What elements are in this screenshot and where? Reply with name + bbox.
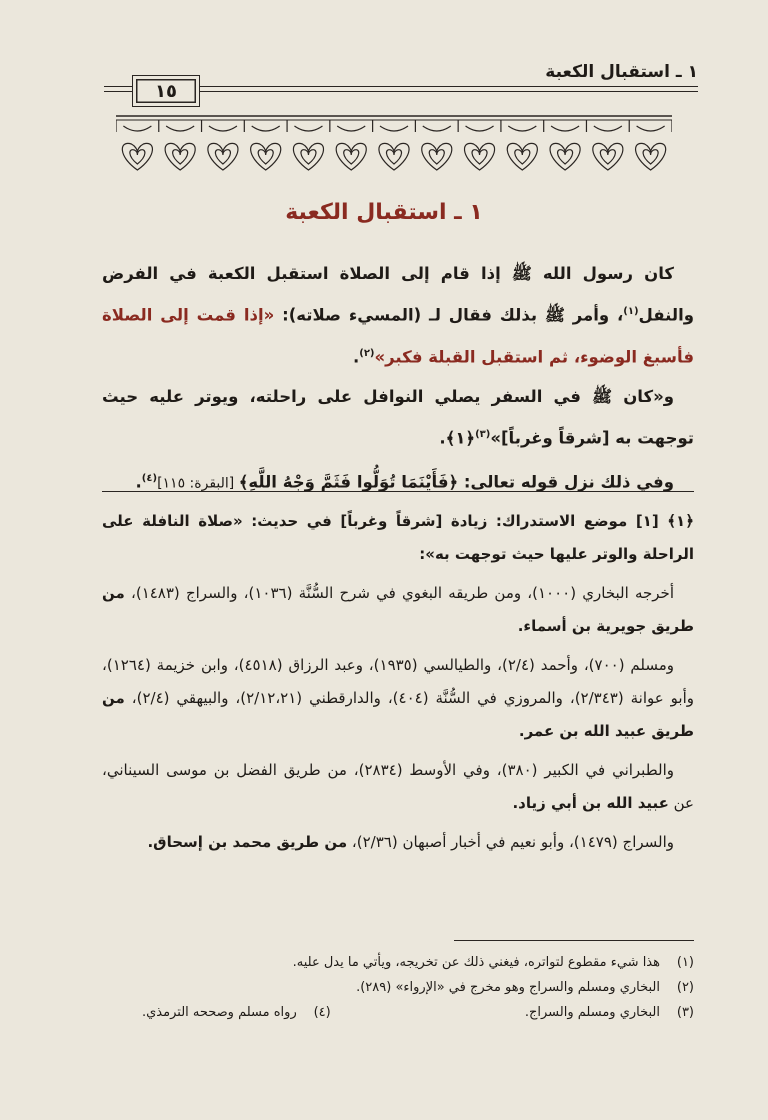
footnote-number: (٢) [676,980,694,995]
main-text [102,255,694,504]
istidrak-marker: ﴿١﴾ [667,512,694,530]
text-span: كان رسول الله ﷺ إذا قام إلى الصلاة استقبل الكعبة في الفرض والنفل [102,264,694,325]
text-span: والسراج (١٤٧٩)، وأبو نعيم في أخبار أصبهان (٢/٣٦)، [347,833,674,851]
main-paragraph-2 [102,378,694,458]
footnote-text: هذا شيء مقطوع لتواتره، فيغني ذلك عن تخريجه، ويأتي ما يدل عليه. [292,955,660,970]
footnote-text: البخاري ومسلم والسراج وهو مخرج في «الإرواء» (٢٨٩). [356,980,660,995]
istidrak-paragraph-2 [102,649,694,748]
footnote-row-3-4 [102,1000,694,1025]
text-span: ومسلم (٧٠٠)، وأحمد (٢/٤)، والطيالسي (١٩٣٥)، وعبد الرزاق (٤٥١٨)، وابن خزيمة (١٢٦٤)، وأبو عوانة (٢/٣٤٣)، والمروزي في السُّنَّة (٤٠٤)، والدارقطني (٢/١٢،٢١)، والبيهقي (٢/٤)، [102,656,694,707]
verse-reference: [البقرة: ١١٥] [157,475,239,491]
footnote-ref-4: (٤) [141,472,158,484]
text-span: ، وأمر ﷺ بذلك فقال لـ (المسيء صلاته): [274,305,624,325]
istidrak-paragraph-1 [102,577,694,643]
footnote-number: (١) [676,955,694,970]
footnote-number: (٤) [313,1005,331,1020]
istidrak-section [102,505,694,865]
main-paragraph-1 [102,255,694,376]
main-paragraph-3 [102,460,694,503]
text-span: أخرجه البخاري (١٠٠٠)، ومن طريقه البغوي في شرح السُّنَّة (١٠٣٦)، والسراج (١٤٨٣)، [124,584,674,602]
decorative-border-ornament [116,112,672,174]
istidrak-paragraph-4 [102,826,694,859]
chain-path: من طريق جويرية بن أسماء. [102,584,694,635]
quran-verse: ﴿فَأَيْنَمَا تُوَلُّوا فَثَمَّ وَجْهُ اللَّهِ﴾ [238,472,459,491]
istidrak-marker: ﴿١﴾ [445,428,476,448]
chain-path: من طريق عبيد الله بن عمر. [102,689,694,740]
footnote-ref-3: (٣) [475,429,491,440]
running-title: ١ ـ استقبال الكعبة [545,62,698,82]
chapter-title: ١ ـ استقبال الكعبة [285,200,483,225]
chain-path: من طريق محمد بن إسحاق. [147,833,348,851]
section-separator [102,491,694,492]
footnote-number: (٣) [676,1005,694,1020]
footnote-ref-2: (٢) [359,347,375,359]
chain-path: عبيد الله بن أبي زياد. [512,794,669,812]
text-span: . [135,472,142,491]
hadith-quote: «إذا قمت إلى الصلاة فأسبغ الوضوء، ثم استقبل القبلة فكبر» [102,305,694,366]
istidrak-paragraph-3 [102,754,694,820]
footnote-3 [525,1000,694,1025]
text-span: [١] موضع الاستدراك: زيادة [شرقاً وغرباً] في حديث: «صلاة النافلة على الراحلة والوتر عليها حيث توجهت به»: [102,512,694,563]
text-span: . [439,428,446,448]
page-number: ١٥ [132,75,200,107]
text-span: . [352,347,360,366]
footnote-text: البخاري ومسلم والسراج. [524,1005,660,1020]
footnote-2 [102,975,694,1000]
istidrak-heading [102,505,694,571]
footnotes [102,950,694,1025]
text-span: والطبراني في الكبير (٣٨٠)، وفي الأوسط (٢٨٣٤)، من طريق الفضل بن موسى السيناني، عن [102,761,694,812]
footnote-4 [142,1000,331,1025]
footnote-separator [454,940,694,941]
footnote-1 [102,950,694,975]
text-span: و«كان ﷺ في السفر يصلي النوافل على راحلته، ويوتر عليه حيث توجهت به [شرقاً وغرباً]» [102,387,694,448]
footnote-ref-1: (١) [623,306,639,317]
text-span: وفي ذلك نزل قوله تعالى: [458,472,674,491]
footnote-text: رواه مسلم وصححه الترمذي. [142,1005,297,1020]
